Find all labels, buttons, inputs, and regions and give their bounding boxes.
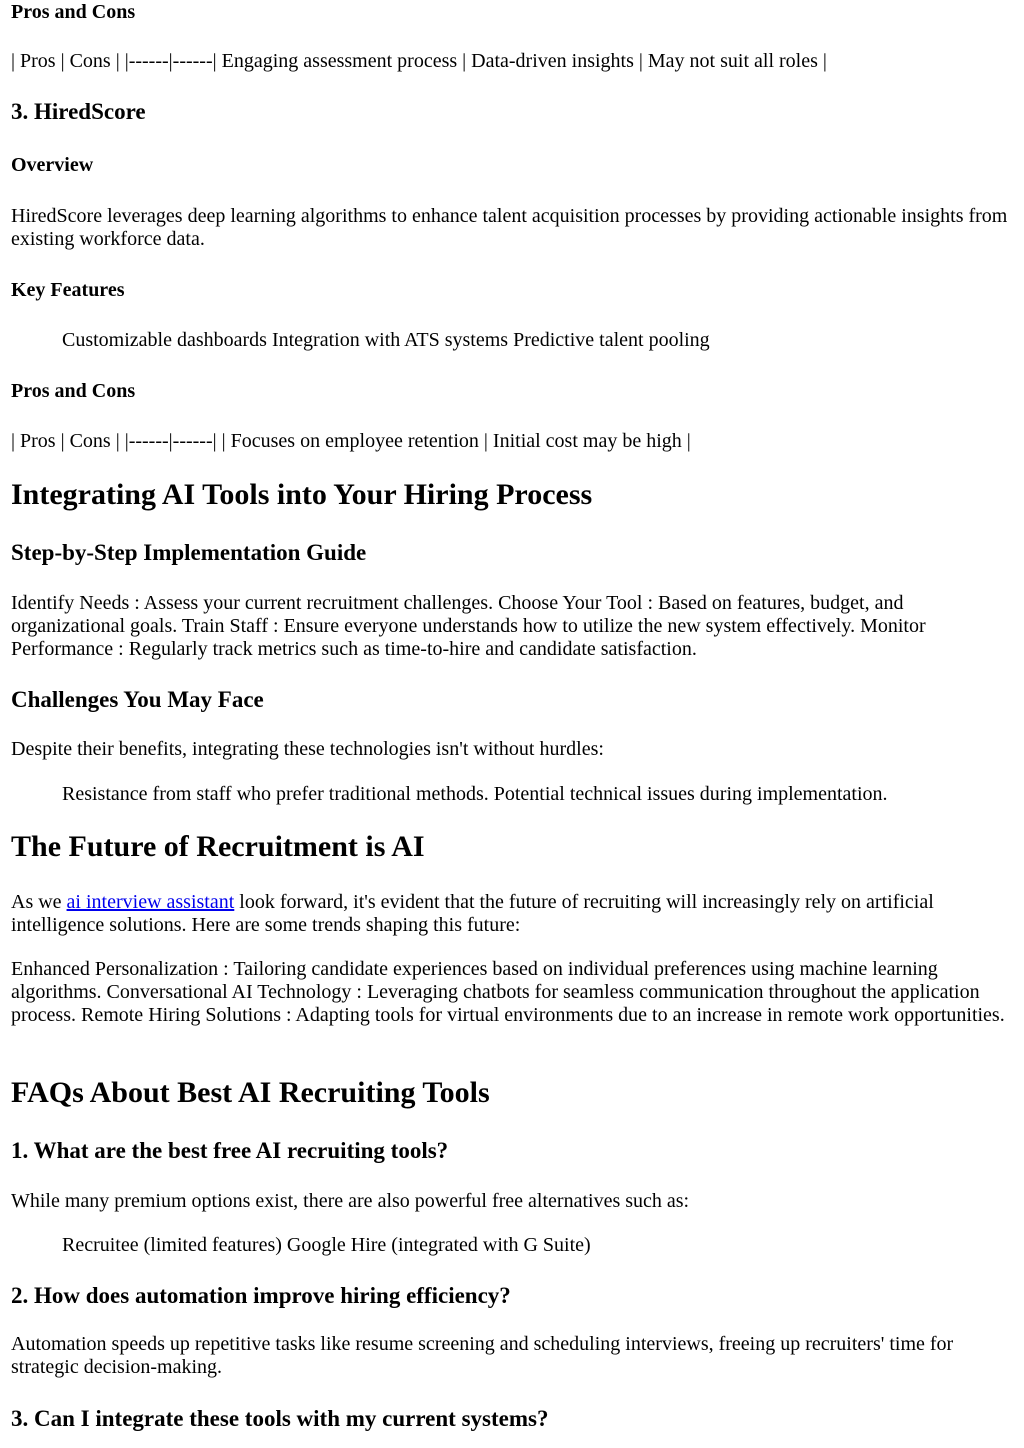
future-text-before: As we <box>11 891 67 913</box>
challenges-heading: Challenges You May Face <box>11 687 264 712</box>
hiredscore-pros-cons-heading: Pros and Cons <box>11 380 136 402</box>
faq-heading: FAQs About Best AI Recruiting Tools <box>11 1076 490 1109</box>
future-trends-text: Enhanced Personalization : Tailoring candidate experiences based on individual preferences using machine learning algorithms. Conversational AI Technology : Leveraging chatbots for seamless communication throughout the application process. Remote Hiring Solutions : Adapting tools for virtual environments due to an increase in remote work opportunities. <box>11 958 1005 1026</box>
implementation-guide-heading: Step-by-Step Implementation Guide <box>11 540 367 565</box>
future-heading: The Future of Recruitment is AI <box>11 830 425 863</box>
implementation-guide-text: Identify Needs : Assess your current recruitment challenges. Choose Your Tool : Based on features, budget, and organizational goals. Train Staff : Ensure everyone understands how to utilize the new system effectively. Monitor Performance : Regularly track metrics such as time-to-hire and candidate satisfaction. <box>11 592 926 660</box>
hiredscore-heading: 3. HiredScore <box>11 99 146 124</box>
faq1-list: Recruitee (limited features) Google Hire (integrated with G Suite) <box>62 1234 591 1256</box>
challenges-intro: Despite their benefits, integrating these technologies isn't without hurdles: <box>11 738 604 760</box>
faq2-question: 2. How does automation improve hiring efficiency? <box>11 1283 511 1308</box>
faq3-question: 3. Can I integrate these tools with my current systems? <box>11 1406 549 1431</box>
key-features-heading: Key Features <box>11 279 125 301</box>
pros-cons-table-text: | Pros | Cons | |------|------| Engaging assessment process | Data-driven insights | May not suit all roles | <box>11 50 827 72</box>
ai-interview-assistant-link[interactable]: ai interview assistant <box>66 891 235 913</box>
faq1-question: 1. What are the best free AI recruiting tools? <box>11 1138 449 1163</box>
overview-heading: Overview <box>11 154 94 176</box>
key-features-list: Customizable dashboards Integration with ATS systems Predictive talent pooling <box>62 329 710 351</box>
hiredscore-pros-cons-table-text: | Pros | Cons | |------|------| | Focuses on employee retention | Initial cost may be high | <box>11 430 691 452</box>
challenges-list: Resistance from staff who prefer traditional methods. Potential technical issues during implementation. <box>62 783 888 805</box>
faq1-answer: While many premium options exist, there are also powerful free alternatives such as: <box>11 1190 690 1212</box>
faq2-answer: Automation speeds up repetitive tasks like resume screening and scheduling interviews, freeing up recruiters' time for strategic decision-making. <box>11 1333 954 1378</box>
overview-text: HiredScore leverages deep learning algorithms to enhance talent acquisition processes by providing actionable insights from existing workforce data. <box>11 205 1008 250</box>
integrating-heading: Integrating AI Tools into Your Hiring Process <box>11 478 593 511</box>
future-text-after: look forward, it's evident that the future of recruiting will increasingly rely on artificial intelligence solutions. Here are some trends shaping this future: <box>11 891 934 936</box>
future-intro-text <box>11 891 1017 937</box>
pros-cons-heading: Pros and Cons <box>11 1 136 23</box>
